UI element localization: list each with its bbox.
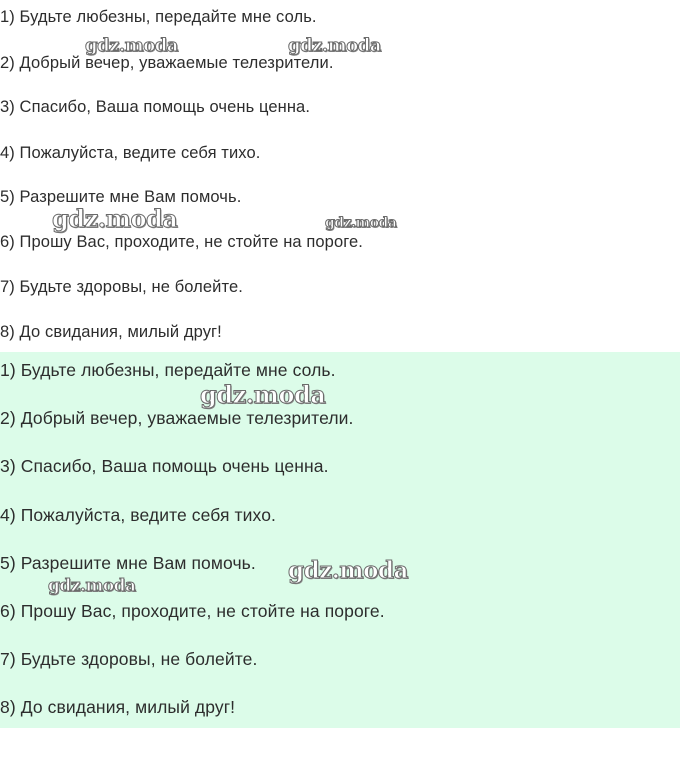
list-item: 3) Спасибо, Ваша помощь очень ценна. xyxy=(0,98,311,116)
list-item: 2) Добрый вечер, уважаемые телезрители. xyxy=(0,408,354,428)
watermark: gdz.moda xyxy=(85,35,178,56)
answer-list-bottom xyxy=(0,352,680,728)
list-item: 1) Будьте любезны, передайте мне соль. xyxy=(0,360,336,380)
list-item: 5) Разрешите мне Вам помочь. xyxy=(0,553,256,573)
list-item: 1) Будьте любезны, передайте мне соль. xyxy=(0,8,317,26)
list-item: 7) Будьте здоровы, не болейте. xyxy=(0,649,258,669)
list-item: 6) Прошу Вас, проходите, не стойте на пороге. xyxy=(0,233,363,251)
list-item: 4) Пожалуйста, ведите себя тихо. xyxy=(0,505,276,525)
watermark: gdz.moda xyxy=(52,204,178,233)
list-item: 3) Спасибо, Ваша помощь очень ценна. xyxy=(0,456,329,476)
watermark: gdz.moda xyxy=(200,380,326,409)
watermark: gdz.moda xyxy=(288,35,381,56)
list-item: 6) Прошу Вас, проходите, не стойте на пороге. xyxy=(0,601,385,621)
list-item: 2) Добрый вечер, уважаемые телезрители. xyxy=(0,54,334,72)
watermark: gdz.moda xyxy=(48,576,136,596)
watermark: gdz.moda xyxy=(288,557,408,584)
list-item: 8) До свидания, милый друг! xyxy=(0,697,236,717)
list-item: 7) Будьте здоровы, не болейте. xyxy=(0,278,243,296)
list-item: 5) Разрешите мне Вам помочь. xyxy=(0,188,242,206)
list-item: 4) Пожалуйста, ведите себя тихо. xyxy=(0,144,261,162)
watermark: gdz.moda xyxy=(325,215,397,231)
list-item: 8) До свидания, милый друг! xyxy=(0,323,222,341)
